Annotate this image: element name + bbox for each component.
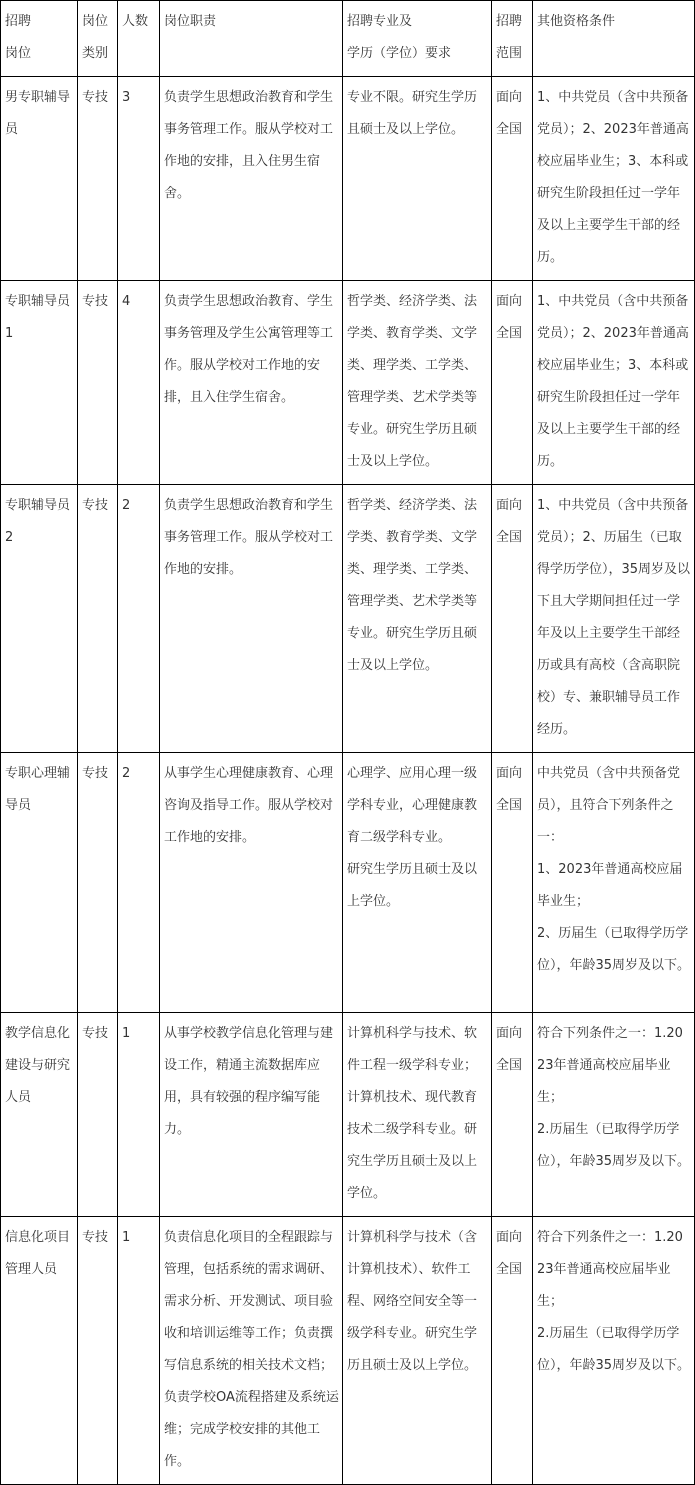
cell-count: 2 [118, 485, 160, 753]
cell-position: 专职辅导员2 [1, 485, 78, 753]
cell-count: 1 [118, 1217, 160, 1485]
cell-conditions: 1、中共党员（含中共预备党员）；2、2023年普通高校应届毕业生；3、本科或研究生阶段担任过一学年及以上主要学生干部的经历。 [533, 77, 695, 281]
cell-category: 专技 [78, 77, 118, 281]
cell-count: 4 [118, 281, 160, 485]
cell-duties: 从事学校教学信息化管理与建设工作，精通主流数据库应用，具有较强的程序编写能力。 [160, 1013, 343, 1217]
table-row [1, 77, 695, 281]
cell-conditions: 符合下列条件之一：1.2023年普通高校应届毕业生； 2.历届生（已取得学历学位），年龄35周岁及以下。 [533, 1013, 695, 1217]
cell-category: 专技 [78, 485, 118, 753]
cell-position: 教学信息化建设与研究人员 [1, 1013, 78, 1217]
cell-scope: 面向全国 [492, 1013, 533, 1217]
cell-category: 专技 [78, 1013, 118, 1217]
cell-scope: 面向全国 [492, 281, 533, 485]
cell-scope: 面向全国 [492, 753, 533, 1013]
header-scope: 招聘 范围 [492, 1, 533, 77]
table-header-row [1, 1, 695, 77]
cell-count: 2 [118, 753, 160, 1013]
cell-category: 专技 [78, 1217, 118, 1485]
cell-position: 信息化项目管理人员 [1, 1217, 78, 1485]
header-category: 岗位 类别 [78, 1, 118, 77]
cell-major: 计算机科学与技术（含计算机技术）、软件工程、网络空间安全等一级学科专业。研究生学历且硕士及以上学位。 [343, 1217, 492, 1485]
cell-duties: 负责信息化项目的全程跟踪与管理，包括系统的需求调研、需求分析、开发测试、项目验收和培训运维等工作；负责撰写信息系统的相关技术文档；负责学校OA流程搭建及系统运维；完成学校安排的其他工作。 [160, 1217, 343, 1485]
cell-count: 3 [118, 77, 160, 281]
cell-major: 哲学类、经济学类、法学类、教育学类、文学类、理学类、工学类、管理学类、艺术学类等专业。研究生学历且硕士及以上学位。 [343, 485, 492, 753]
header-position: 招聘 岗位 [1, 1, 78, 77]
table-row [1, 485, 695, 753]
cell-count: 1 [118, 1013, 160, 1217]
header-conditions: 其他资格条件 [533, 1, 695, 77]
cell-major: 心理学、应用心理一级学科专业，心理健康教育二级学科专业。 研究生学历且硕士及以上学位。 [343, 753, 492, 1013]
cell-scope: 面向全国 [492, 1217, 533, 1485]
table-row [1, 1013, 695, 1217]
table-row [1, 1217, 695, 1485]
cell-duties: 从事学生心理健康教育、心理咨询及指导工作。服从学校对工作地的安排。 [160, 753, 343, 1013]
cell-category: 专技 [78, 281, 118, 485]
cell-position: 专职辅导员1 [1, 281, 78, 485]
cell-duties: 负责学生思想政治教育和学生事务管理工作。服从学校对工作地的安排。 [160, 485, 343, 753]
cell-category: 专技 [78, 753, 118, 1013]
header-duties: 岗位职责 [160, 1, 343, 77]
cell-major: 计算机科学与技术、软件工程一级学科专业；计算机技术、现代教育技术二级学科专业。研究生学历且硕士及以上学位。 [343, 1013, 492, 1217]
cell-duties: 负责学生思想政治教育、学生事务管理及学生公寓管理等工作。服从学校对工作地的安排，且入住学生宿舍。 [160, 281, 343, 485]
cell-scope: 面向全国 [492, 485, 533, 753]
header-count: 人数 [118, 1, 160, 77]
table-row [1, 281, 695, 485]
cell-conditions: 1、中共党员（含中共预备党员）；2、历届生（已取得学历学位），35周岁及以下且大学期间担任过一学年及以上主要学生干部经历或具有高校（含高职院校）专、兼职辅导员工作经历。 [533, 485, 695, 753]
cell-conditions: 中共党员（含中共预备党员），且符合下列条件之一： 1、2023年普通高校应届毕业生； 2、历届生（已取得学历学位），年龄35周岁及以下。 [533, 753, 695, 1013]
cell-position: 专职心理辅导员 [1, 753, 78, 1013]
cell-position: 男专职辅导员 [1, 77, 78, 281]
cell-conditions: 1、中共党员（含中共预备党员）；2、2023年普通高校应届毕业生；3、本科或研究生阶段担任过一学年及以上主要学生干部的经历。 [533, 281, 695, 485]
cell-major: 专业不限。研究生学历且硕士及以上学位。 [343, 77, 492, 281]
cell-duties: 负责学生思想政治教育和学生事务管理工作。服从学校对工作地的安排，且入住男生宿舍。 [160, 77, 343, 281]
cell-major: 哲学类、经济学类、法学类、教育学类、文学类、理学类、工学类、管理学类、艺术学类等专业。研究生学历且硕士及以上学位。 [343, 281, 492, 485]
cell-scope: 面向全国 [492, 77, 533, 281]
table-row [1, 753, 695, 1013]
header-major: 招聘专业及 学历（学位）要求 [343, 1, 492, 77]
cell-conditions: 符合下列条件之一：1.2023年普通高校应届毕业生； 2.历届生（已取得学历学位），年龄35周岁及以下。 [533, 1217, 695, 1485]
